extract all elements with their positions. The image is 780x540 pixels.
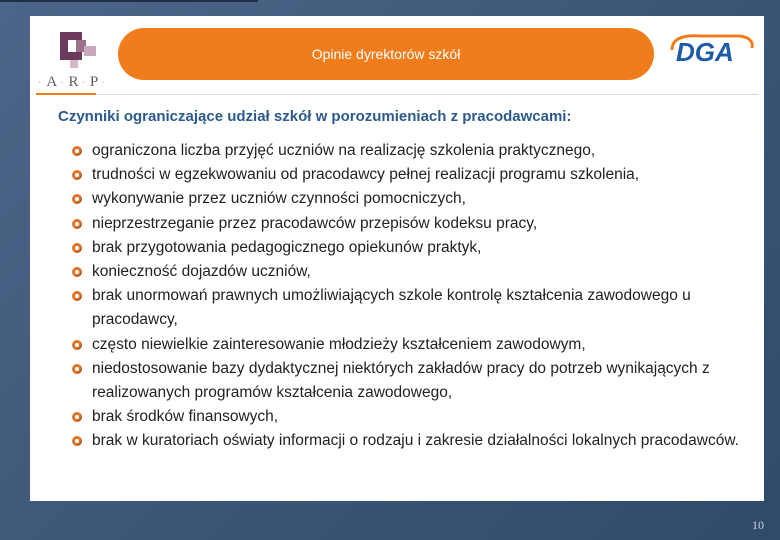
arp-logo-text: · A · R · P · [38, 74, 106, 90]
bullet-icon [72, 364, 82, 374]
arp-logo-icon [56, 28, 100, 70]
header-divider-accent [36, 93, 96, 95]
bullet-icon [72, 243, 82, 253]
list-item: brak unormowań prawnych umożliwiających szkole kontrolę kształcenia zawodowego u pracodawcy, [72, 284, 752, 332]
bullet-icon [72, 267, 82, 277]
header-divider [36, 94, 758, 95]
list-item: brak przygotowania pedagogicznego opiekunów praktyk, [72, 236, 752, 260]
bullet-icon [72, 412, 82, 422]
page-number: 10 [752, 518, 764, 532]
factor-list [72, 139, 752, 454]
list-item: brak w kuratoriach oświaty informacji o rodzaju i zakresie działalności lokalnych pracodawców. [72, 429, 752, 453]
page-title: Opinie dyrektorów szkół [118, 28, 654, 80]
list-item: brak środków finansowych, [72, 405, 752, 429]
bullet-icon [72, 146, 82, 156]
bullet-icon [72, 194, 82, 204]
top-border-line [0, 0, 258, 2]
list-item: wykonywanie przez uczniów czynności pomocniczych, [72, 187, 752, 211]
bullet-icon [72, 436, 82, 446]
list-item: niedostosowanie bazy dydaktycznej niektórych zakładów pracy do potrzeb wynikających z realizowanych programów kształcenia zawodowego, [72, 357, 752, 405]
bullet-icon [72, 170, 82, 180]
bullet-icon [72, 340, 82, 350]
list-item: często niewielkie zainteresowanie młodzieży kształceniem zawodowym, [72, 333, 752, 357]
list-item: nieprzestrzeganie przez pracodawców przepisów kodeksu pracy, [72, 212, 752, 236]
section-subtitle: Czynniki ograniczające udział szkół w porozumieniach z pracodawcami: [58, 108, 572, 125]
list-item: konieczność dojazdów uczniów, [72, 260, 752, 284]
bullet-icon [72, 219, 82, 229]
svg-text:DGA: DGA [676, 37, 734, 67]
list-item: ograniczona liczba przyjęć uczniów na realizację szkolenia praktycznego, [72, 139, 752, 163]
list-item: trudności w egzekwowaniu od pracodawcy pełnej realizacji programu szkolenia, [72, 163, 752, 187]
bullet-icon [72, 291, 82, 301]
arp-logo [36, 28, 112, 98]
dga-logo [670, 30, 754, 70]
slide [30, 16, 764, 501]
